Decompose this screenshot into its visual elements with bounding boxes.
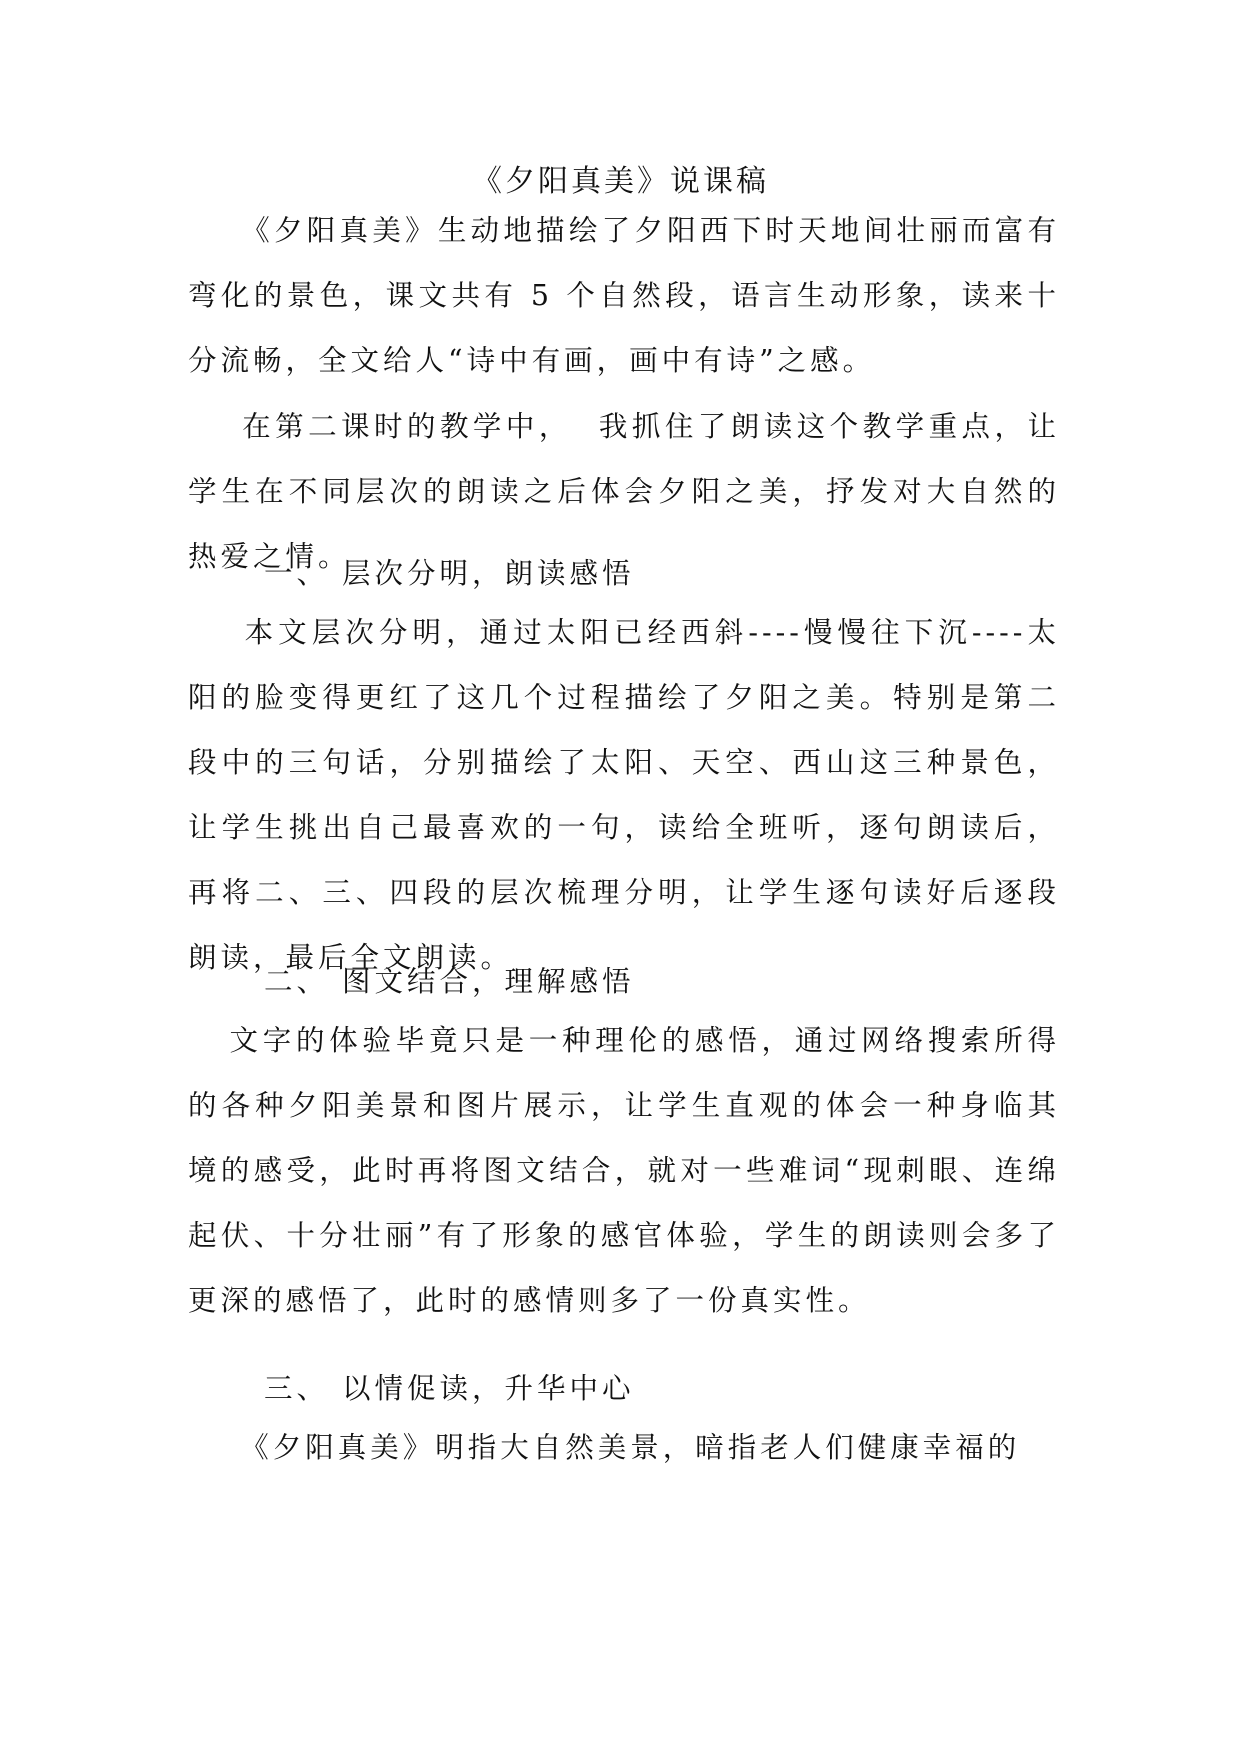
section-heading-2: 二、 图文结合，理解感悟 bbox=[264, 965, 635, 998]
document-title: 《夕阳真美》说课稿 bbox=[472, 164, 769, 199]
section-heading-1: 一、 层次分明，朗读感悟 bbox=[264, 557, 635, 590]
section-body-2: 文字的体验毕竟只是一种理伦的感悟，通过网络搜索所得的各种夕阳美景和图片展示，让学生直观的体会一种身临其境的感受，此时再将图文结合，就对一些难词“现刺眼、连绵起伏、十分壮丽”有了形象的感官体验，学生的朗读则会多了更深的感悟了，此时的感情则多了一份真实性。 bbox=[188, 1024, 1060, 1317]
section-body-1: 本文层次分明，通过太阳已经西斜----慢慢往下沉----太阳的脸变得更红了这几个过程描绘了夕阳之美。特别是第二段中的三句话，分别描绘了太阳、天空、西山这三种景色，让学生挑出自己最喜欢的一句，读给全班听，逐句朗读后，再将二、三、四段的层次梳理分明，让学生逐句读好后逐段朗读，最后全文朗读。 bbox=[188, 616, 1060, 974]
intro-paragraph: 《夕阳真美》生动地描绘了夕阳西下时天地间壮丽而富有弯化的景色，课文共有 5 个自然段，语言生动形象，读来十分流畅，全文给人“诗中有画，画中有诗”之感。 bbox=[188, 214, 1060, 377]
section-body-3: 《夕阳真美》明指大自然美景，暗指老人们健康幸福的 bbox=[188, 1431, 1021, 1464]
section-heading-3: 三、 以情促读，升华中心 bbox=[264, 1372, 635, 1405]
teaching-focus-paragraph: 在第二课时的教学中， 我抓住了朗读这个教学重点，让学生在不同层次的朗读之后体会夕阳之美，抒发对大自然的热爱之情。 bbox=[188, 410, 1060, 573]
